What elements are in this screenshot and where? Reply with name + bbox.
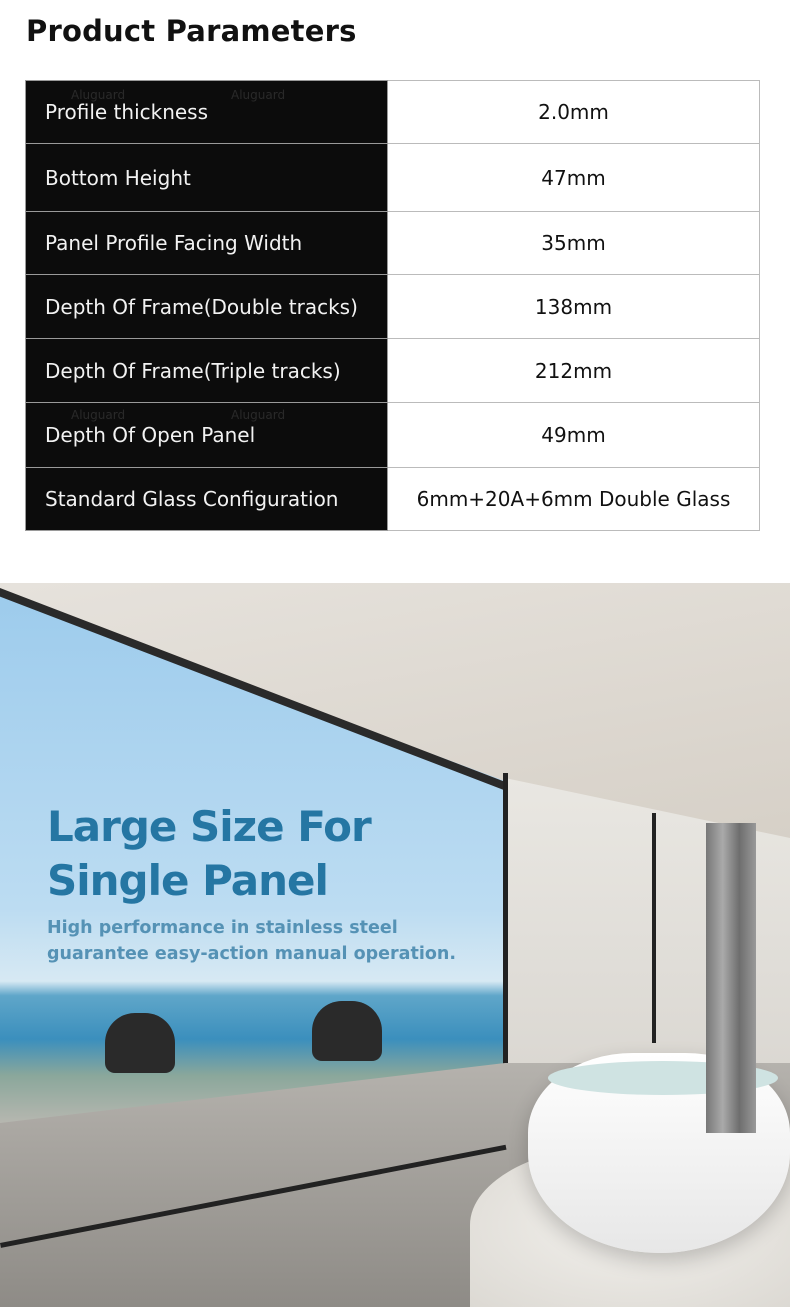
parameter-value: 35mm: [388, 212, 760, 275]
hero-subtitle: [47, 915, 456, 967]
table-row: [26, 339, 760, 403]
parameter-name: Panel Profile Facing Width: [26, 212, 388, 275]
headline-line: Large Size For: [47, 802, 371, 851]
subtitle-line: guarantee easy-action manual operation.: [47, 944, 456, 964]
parameters-table: [25, 80, 760, 531]
table-row: [26, 275, 760, 339]
parameter-value: 47mm: [388, 144, 760, 212]
parameter-name: Profile thickness: [26, 81, 388, 144]
table-row: [26, 468, 760, 531]
parameter-name: Depth Of Frame(Triple tracks): [26, 339, 388, 403]
parameter-name: Bottom Height: [26, 144, 388, 212]
subtitle-line: High performance in stainless steel: [47, 918, 398, 938]
headline-line: Single Panel: [47, 856, 328, 905]
hero-headline: [47, 800, 371, 908]
door-frame: [503, 773, 508, 1103]
parameter-value: 212mm: [388, 339, 760, 403]
parameter-name: Depth Of Open Panel: [26, 403, 388, 468]
table-row: [26, 212, 760, 275]
parameter-value: 138mm: [388, 275, 760, 339]
door-frame: [652, 813, 656, 1043]
parameter-name: Depth Of Frame(Double tracks): [26, 275, 388, 339]
table-row: [26, 144, 760, 212]
table-row: [26, 81, 760, 144]
table-row: [26, 403, 760, 468]
page-title: Product Parameters: [26, 14, 357, 48]
parameter-value: 6mm+20A+6mm Double Glass: [388, 468, 760, 531]
chair: [105, 1013, 175, 1073]
curtain: [706, 823, 756, 1133]
parameter-value: 49mm: [388, 403, 760, 468]
parameter-name: Standard Glass Configuration: [26, 468, 388, 531]
chair: [312, 1001, 382, 1061]
parameter-value: 2.0mm: [388, 81, 760, 144]
